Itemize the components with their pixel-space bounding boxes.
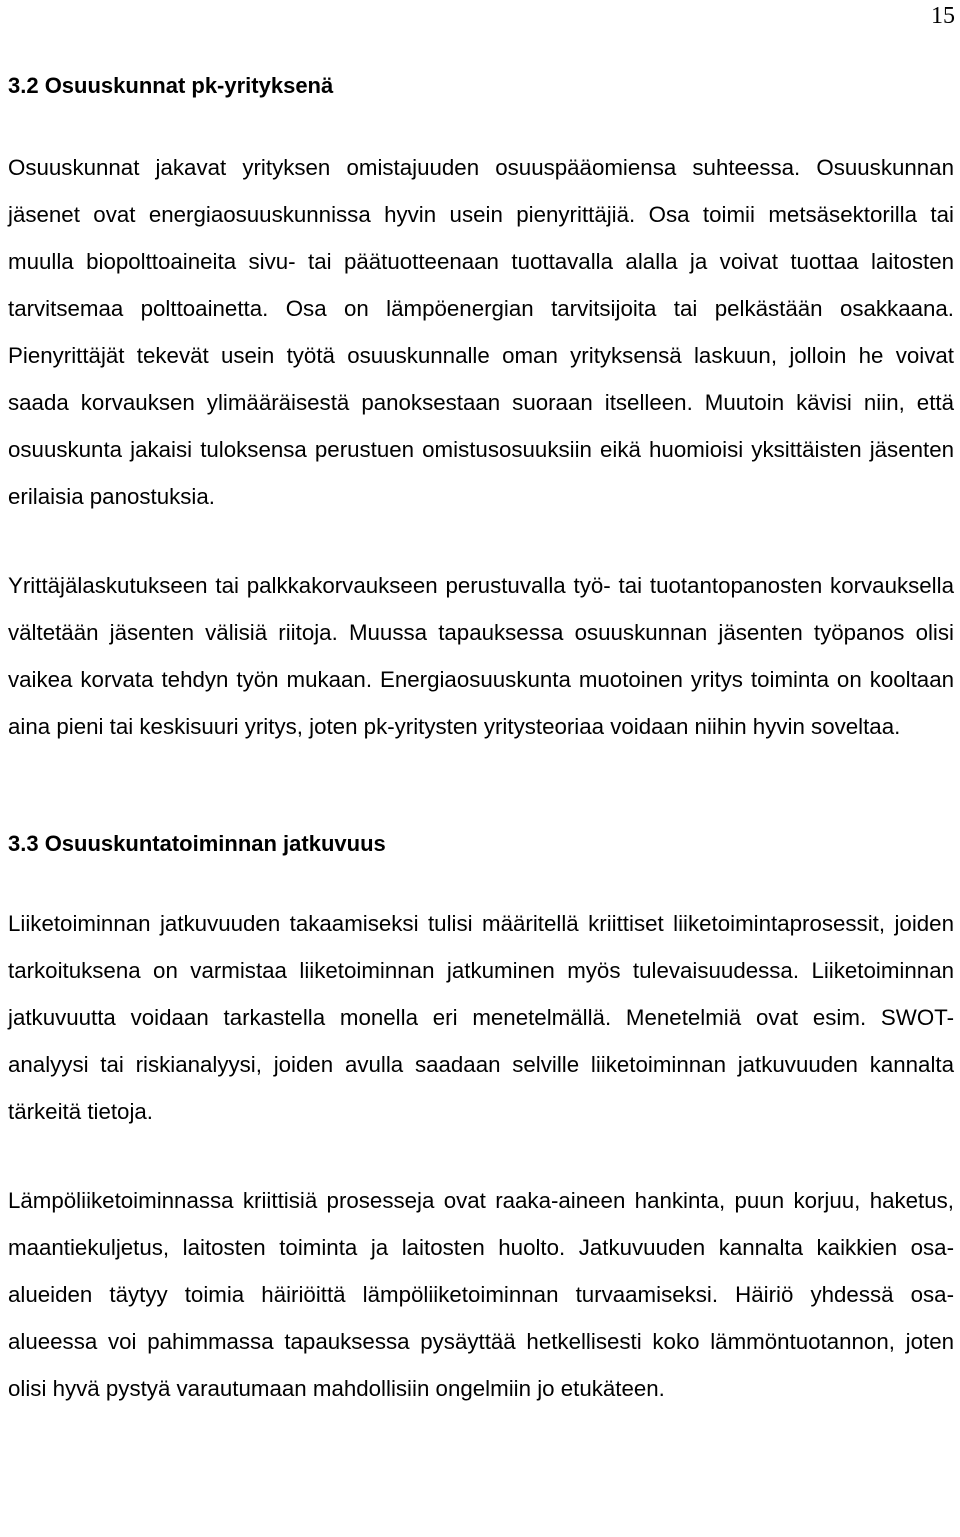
section-3-3 (8, 824, 954, 1412)
paragraph: Osuuskunnat jakavat yrityksen omistajuuden osuuspääomiensa suhteessa. Osuuskunnan jäsenet ovat energiaosuuskunnissa hyvin usein pienyrittäjiä. Osa toimii metsäsektorilla tai muulla biopolttoaineita sivu- tai päätuotteenaan tuottavalla alalla ja voivat tuottaa laitosten tarvitsemaa polttoainetta. Osa on lämpöenergian tarvitsijoita tai pelkästään osakkaana. Pienyrittäjät tekevät usein työtä osuuskunnalle oman yrityksensä laskuun, jolloin he voivat saada korvauksen ylimääräisestä panoksestaan suoraan itselleen. Muutoin kävisi niin, että osuuskunta jakaisi tuloksensa perustuen omistusosuuksiin eikä huomioisi yksittäisten jäsenten erilaisia panostuksia. (8, 155, 954, 509)
paragraph: Lämpöliiketoiminnassa kriittisiä prosesseja ovat raaka-aineen hankinta, puun korjuu, haketus, maantiekuljetus, laitosten toiminta ja laitosten huolto. Jatkuvuuden kannalta kaikkien osa-alueiden täytyy toimia häiriöittä lämpöliiketoiminnan turvaamiseksi. Häiriö yhdessä osa-alueessa voi pahimmassa tapauksessa pysäyttää hetkellisesti koko lämmöntuotannon, joten olisi hyvä pystyä varautumaan mahdollisiin ongelmiin jo etukäteen. (8, 1188, 954, 1401)
page-number: 15 (931, 3, 955, 29)
section-heading: 3.3 Osuuskuntatoiminnan jatkuvuus (8, 831, 386, 856)
paragraph: Liiketoiminnan jatkuvuuden takaamiseksi tulisi määritellä kriittiset liiketoimintaprosessit, joiden tarkoituksena on varmistaa liiketoiminnan jatkuminen myös tulevaisuudessa. Liiketoiminnan jatkuvuutta voidaan tarkastella monella eri menetelmällä. Menetelmiä ovat esim. SWOT- analyysi tai riskianalyysi, joiden avulla saadaan selville liiketoiminnan jatkuvuuden kannalta tärkeitä tietoja. (8, 911, 954, 1124)
document-body (8, 66, 954, 1412)
section-heading: 3.2 Osuuskunnat pk-yrityksenä (8, 73, 334, 98)
section-3-2 (8, 66, 954, 750)
paragraph: Yrittäjälaskutukseen tai palkkakorvaukseen perustuvalla työ- tai tuotantopanosten korvauksella vältetään jäsenten välisiä riitoja. Muussa tapauksessa osuuskunnan jäsenten työpanos olisi vaikea korvata tehdyn työn mukaan. Energiaosuuskunta muotoinen yritys toiminta on kooltaan aina pieni tai keskisuuri yritys, joten pk-yritysten yritysteoriaa voidaan niihin hyvin soveltaa. (8, 573, 954, 739)
